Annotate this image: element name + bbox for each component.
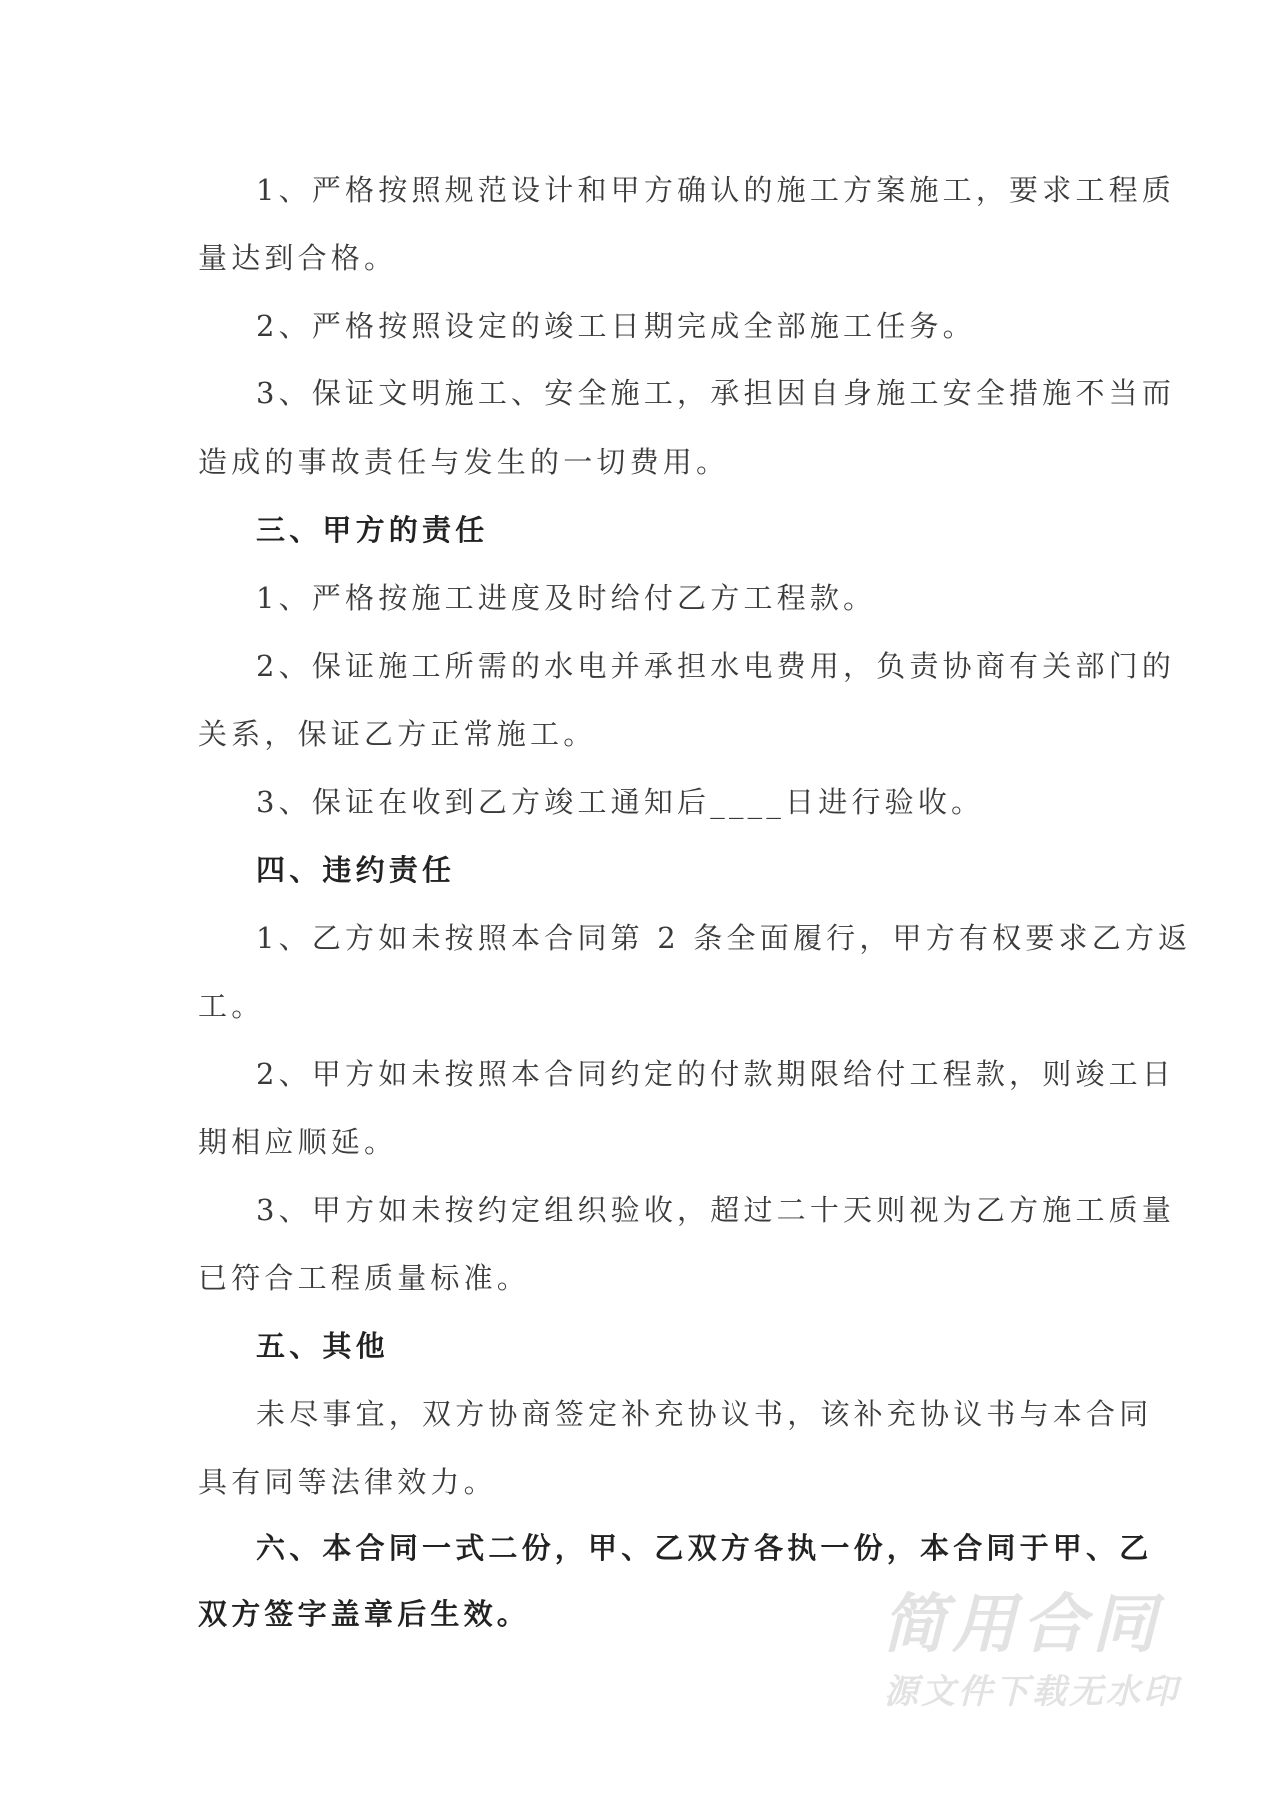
clause-4-item-1-line-2: 工。 xyxy=(198,989,265,1023)
clause-2-item-3-line-2: 造成的事故责任与发生的一切费用。 xyxy=(198,445,730,479)
section-heading-party-a-duties: 三、甲方的责任 xyxy=(256,513,489,547)
clause-3-item-2-line-2: 关系，保证乙方正常施工。 xyxy=(198,717,597,751)
clause-3-item-1: 1、严格按施工进度及时给付乙方工程款。 xyxy=(256,581,877,615)
clause-6-line-1: 六、本合同一式二份，甲、乙双方各执一份，本合同于甲、乙 xyxy=(256,1531,1153,1565)
clause-6-line-2: 双方签字盖章后生效。 xyxy=(198,1597,531,1631)
clause-3-item-2-line-1: 2、保证施工所需的水电并承担水电费用，负责协商有关部门的 xyxy=(256,649,1176,683)
clause-4-item-2-line-2: 期相应顺延。 xyxy=(198,1125,398,1159)
section-heading-other: 五、其他 xyxy=(256,1329,389,1363)
clause-3-item-3: 3、保证在收到乙方竣工通知后____日进行验收。 xyxy=(256,785,985,819)
clause-2-item-2: 2、严格按照设定的竣工日期完成全部施工任务。 xyxy=(256,309,976,343)
clause-4-item-3-line-1: 3、甲方如未按约定组织验收，超过二十天则视为乙方施工质量 xyxy=(256,1193,1176,1227)
clause-4-item-1-line-1: 1、乙方如未按照本合同第 2 条全面履行，甲方有权要求乙方返 xyxy=(256,921,1192,955)
clause-4-item-3-line-2: 已符合工程质量标准。 xyxy=(198,1261,531,1295)
section-heading-breach-liability: 四、违约责任 xyxy=(256,853,456,887)
watermark-subtitle: 源文件下载无水印 xyxy=(884,1672,1180,1712)
clause-2-item-3-line-1: 3、保证文明施工、安全施工，承担因自身施工安全措施不当而 xyxy=(256,376,1176,410)
watermark-title: 简用合同 xyxy=(882,1588,1162,1662)
clause-5-line-1: 未尽事宜，双方协商签定补充协议书，该补充协议书与本合同 xyxy=(256,1397,1153,1431)
clause-4-item-2-line-1: 2、甲方如未按照本合同约定的付款期限给付工程款，则竣工日 xyxy=(256,1057,1176,1091)
clause-2-item-1-line-1: 1、严格按照规范设计和甲方确认的施工方案施工，要求工程质 xyxy=(256,173,1176,207)
clause-5-line-2: 具有同等法律效力。 xyxy=(198,1465,497,1499)
clause-2-item-1-line-2: 量达到合格。 xyxy=(198,241,398,275)
